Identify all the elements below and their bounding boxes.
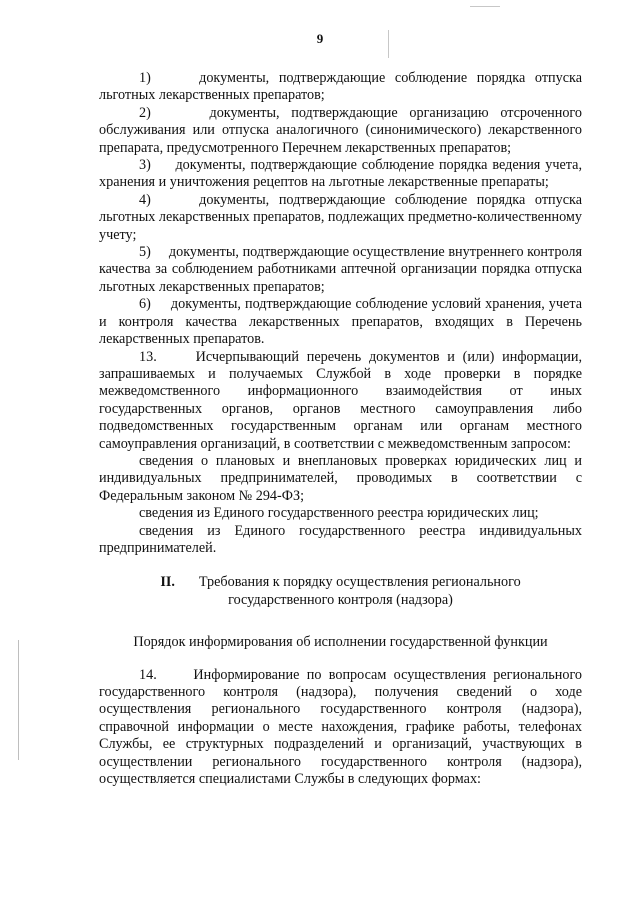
clause-13-intro: 13. Исчерпывающий перечень документов и (или) информации, запрашиваемых и получаемых Службой в ходе проверки в порядке межведомственного информационного взаимодействия от иных государственных органов, органов местного самоуправления либо подведомственных государственным органам или органам местного самоуправления организаций, в соответствии с межведомственным запросом: xyxy=(99,348,582,452)
clause-13-point-3: сведения из Единого государственного реестра индивидуальных предпринимателей. xyxy=(99,522,582,556)
list-item-6: 6) документы, подтверждающие соблюдение условий хранения, учета и контроля качества лекарственных препаратов, входящих в Перечень лекарственных препаратов. xyxy=(99,296,582,348)
clause-13-point-1: сведения о плановых и внеплановых проверках юридических лиц и индивидуальных предпринимателей, проводимых в соответствии с Федеральным законом № 294-ФЗ; xyxy=(99,452,582,504)
section-heading xyxy=(99,574,582,609)
list-item-2: 2) документы, подтверждающие организацию отсроченного обслуживания или отпуска аналогичного (синонимического) лекарственного препарата, предусмотренного Перечнем лекарственных препаратов; xyxy=(99,104,582,156)
clause-13-point-2: сведения из Единого государственного реестра юридических лиц; xyxy=(139,505,539,522)
section-title-line-1: Требования к порядку осуществления регионального xyxy=(198,574,521,591)
scan-mark-top-right xyxy=(470,6,500,7)
list-item-4: 4) документы, подтверждающие соблюдение порядка отпуска льготных лекарственных препаратов, подлежащих предметно-количественному учету; xyxy=(99,191,582,243)
section-title-line-2: государственного контроля (надзора) xyxy=(228,591,453,608)
scan-mark-center xyxy=(388,30,389,58)
list-item-5: 5) документы, подтверждающие осуществление внутреннего контроля качества за соблюдением работниками аптечной организации порядка отпуска льготных лекарственных препаратов; xyxy=(99,244,582,295)
section-heading-line-1 xyxy=(99,574,582,591)
document-body xyxy=(99,70,582,788)
list-item-3: 3) документы, подтверждающие соблюдение порядка ведения учета, хранения и уничтожения рецептов на льготные лекарственные препараты; xyxy=(99,157,582,191)
list-item-1: 1) документы, подтверждающие соблюдение порядка отпуска льготных лекарственных препаратов; xyxy=(99,70,582,104)
page-number: 9 xyxy=(316,31,324,46)
scan-mark-left-edge xyxy=(18,640,19,760)
section-numeral: II. xyxy=(160,574,175,591)
clause-14: 14. Информирование по вопросам осуществления регионального государственного контроля (надзора), получения сведений о ходе осуществления регионального государственного контроля (надзора), справочной информации о месте нахождения, графике работы, телефонах Службы, ее структурных подразделений и организаций, участвующих в осуществлении регионального государственного контроля (надзора), осуществляется специалистами Службы в следующих формах: xyxy=(99,666,582,788)
section-subheading: Порядок информирования об исполнении государственной функции xyxy=(133,634,548,651)
